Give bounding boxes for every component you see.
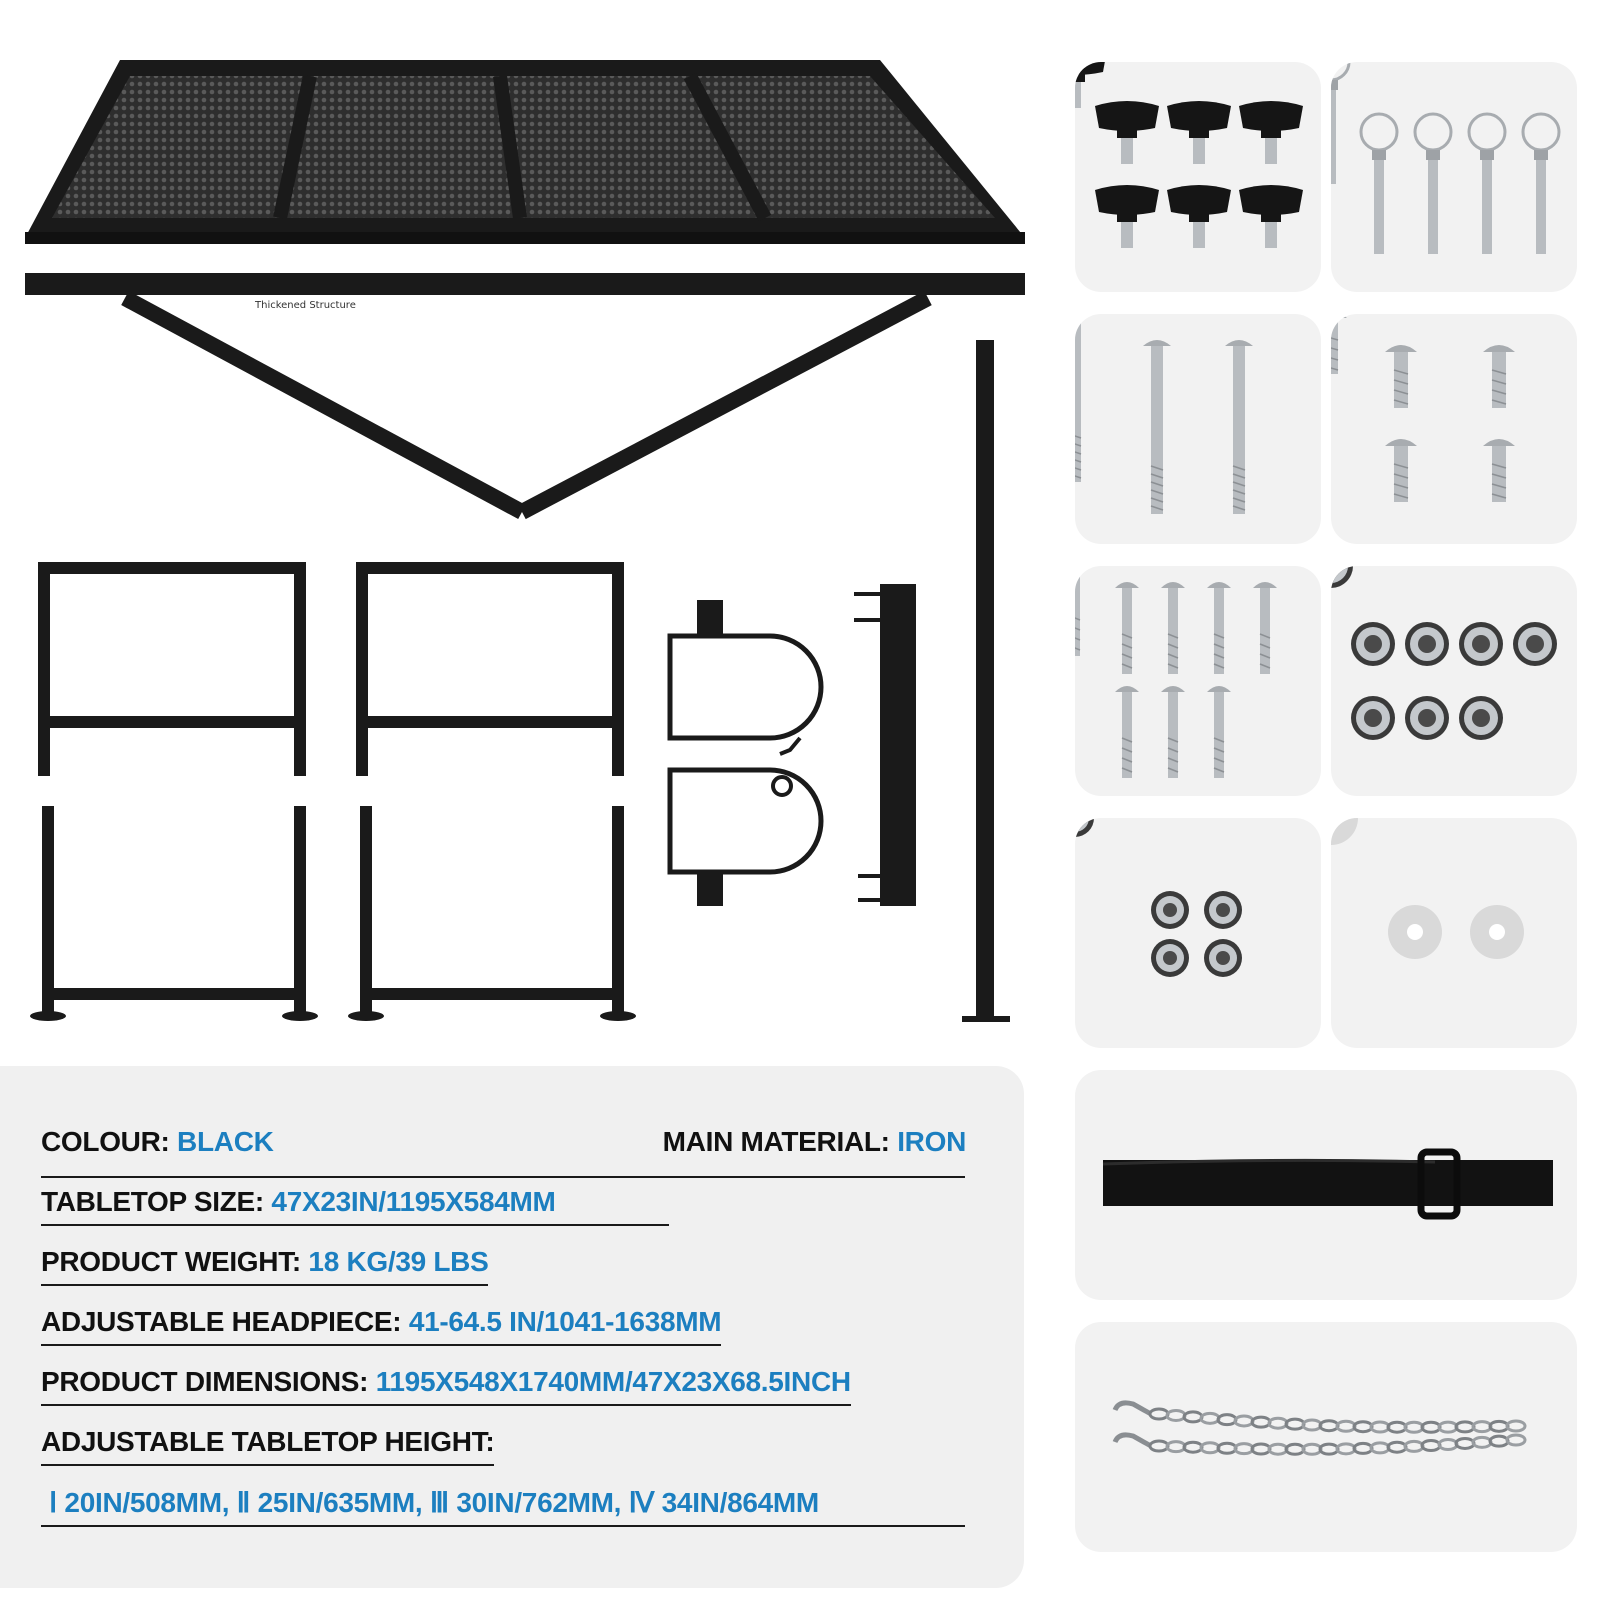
chain-link [1286, 1419, 1304, 1429]
spec-tabletop-size [41, 1186, 669, 1226]
chain-link [1286, 1444, 1304, 1454]
chain-link [1201, 1413, 1219, 1423]
image-caption: Thickened Structure [255, 300, 356, 311]
spec-tabletop-size-label: TABLETOP SIZE: [41, 1186, 264, 1217]
spec-colour-value: BLACK [177, 1126, 274, 1157]
spec-main-material-value: IRON [897, 1126, 966, 1157]
spec-product-weight-label: PRODUCT WEIGHT: [41, 1246, 301, 1277]
chain-icon [1075, 1322, 1577, 1552]
plastic-washer-icon [1331, 818, 1577, 1048]
spec-main-material-label: MAIN MATERIAL: [662, 1126, 890, 1157]
spec-tabletop-height-value: Ⅰ 20IN/508MM, Ⅱ 25IN/635MM, Ⅲ 30IN/762MM, Ⅳ 34IN/864MM [49, 1487, 819, 1518]
d-handle-top [670, 600, 821, 754]
chain-link [1490, 1436, 1508, 1446]
strap-icon [1075, 1070, 1577, 1300]
chain-link [1235, 1416, 1253, 1426]
star-knob-icon [1075, 62, 1321, 292]
headrest-frame [25, 273, 1025, 512]
card-plastic-washers [1331, 818, 1577, 1048]
spec-product-dimensions-value: 1195X548X1740MM/47X23X68.5INCH [375, 1366, 851, 1397]
chain-link [1371, 1443, 1389, 1453]
vertical-pole [962, 340, 1010, 1022]
spec-product-weight [41, 1246, 488, 1286]
spec-adjustable-headpiece-value: 41-64.5 IN/1041-1638MM [408, 1306, 722, 1337]
card-short-bolts [1331, 314, 1577, 544]
leg-frame-upper-left [38, 566, 306, 776]
chain-link [1150, 1441, 1168, 1451]
spec-tabletop-size-value: 47X23IN/1195X584MM [271, 1186, 556, 1217]
chain-link [1150, 1409, 1168, 1419]
chain-link [1167, 1410, 1185, 1420]
card-washers [1331, 566, 1577, 796]
chain-link [1269, 1444, 1287, 1454]
chain-link [1252, 1444, 1270, 1454]
leg-frame-lower-right [366, 806, 618, 1012]
short-bolt-icon [1331, 314, 1577, 544]
chain-link [1303, 1444, 1321, 1454]
chain-link [1405, 1441, 1423, 1451]
card-star-knobs [1075, 62, 1321, 292]
washer-icon [1331, 566, 1577, 796]
chain-link [1269, 1418, 1287, 1428]
chain-link [1184, 1412, 1202, 1422]
chain-link [1201, 1443, 1219, 1453]
spec-colour [41, 1126, 274, 1164]
chain-link [1507, 1421, 1525, 1431]
chain-link [1473, 1422, 1491, 1432]
chain-link [1303, 1420, 1321, 1430]
chain-link [1167, 1442, 1185, 1452]
spec-adjustable-headpiece-label: ADJUSTABLE HEADPIECE: [41, 1306, 402, 1337]
spec-adjustable-headpiece [41, 1306, 721, 1346]
chain-link [1235, 1444, 1253, 1454]
chain-link [1388, 1442, 1406, 1452]
pull-pin-icon [1331, 62, 1577, 292]
spec-tabletop-height-label-text: ADJUSTABLE TABLETOP HEIGHT: [41, 1426, 495, 1457]
chain-link [1490, 1421, 1508, 1431]
spec-divider-1 [41, 1176, 965, 1178]
chain-link [1218, 1443, 1236, 1453]
spec-tabletop-height-values [41, 1486, 965, 1527]
chain-link [1184, 1442, 1202, 1452]
chain-link [1354, 1422, 1372, 1432]
spec-colour-label: COLOUR: [41, 1126, 170, 1157]
chain-link [1473, 1437, 1491, 1447]
chain-link [1320, 1444, 1338, 1454]
card-medium-bolts [1075, 566, 1321, 796]
medium-bolt-icon [1075, 566, 1321, 796]
chain-link [1337, 1421, 1355, 1431]
chain-link [1507, 1435, 1525, 1445]
card-chains [1075, 1322, 1577, 1552]
chain-link [1405, 1422, 1423, 1432]
small-washer-icon [1075, 818, 1321, 1048]
chain-link [1320, 1421, 1338, 1431]
chain-link [1337, 1444, 1355, 1454]
chain-link [1354, 1443, 1372, 1453]
chain-link [1456, 1422, 1474, 1432]
d-handle-bottom [670, 770, 821, 906]
mesh-tabletop [25, 60, 1025, 244]
post-bracket [854, 584, 916, 906]
chain-link [1456, 1438, 1474, 1448]
spec-product-dimensions [41, 1366, 851, 1406]
chain-link [1422, 1441, 1440, 1451]
card-strap [1075, 1070, 1577, 1300]
card-long-bolts [1075, 314, 1321, 544]
chain-link [1422, 1422, 1440, 1432]
long-bolt-icon [1075, 314, 1321, 544]
spec-main-material [663, 1126, 966, 1164]
chain-link [1218, 1415, 1236, 1425]
chain-link [1439, 1422, 1457, 1432]
leg-frame-upper-right [356, 566, 624, 776]
spec-panel [0, 1066, 1024, 1588]
spec-product-dimensions-label: PRODUCT DIMENSIONS: [41, 1366, 369, 1397]
chain-link [1371, 1422, 1389, 1432]
frame-parts-illustration [0, 0, 1040, 1060]
card-small-washers [1075, 818, 1321, 1048]
chain-link [1388, 1422, 1406, 1432]
chain-link [1252, 1417, 1270, 1427]
chain-link [1439, 1440, 1457, 1450]
spec-tabletop-height-label [41, 1426, 494, 1466]
card-pull-pins [1331, 62, 1577, 292]
leg-frame-lower-left [48, 806, 300, 1012]
spec-product-weight-value: 18 KG/39 LBS [308, 1246, 489, 1277]
